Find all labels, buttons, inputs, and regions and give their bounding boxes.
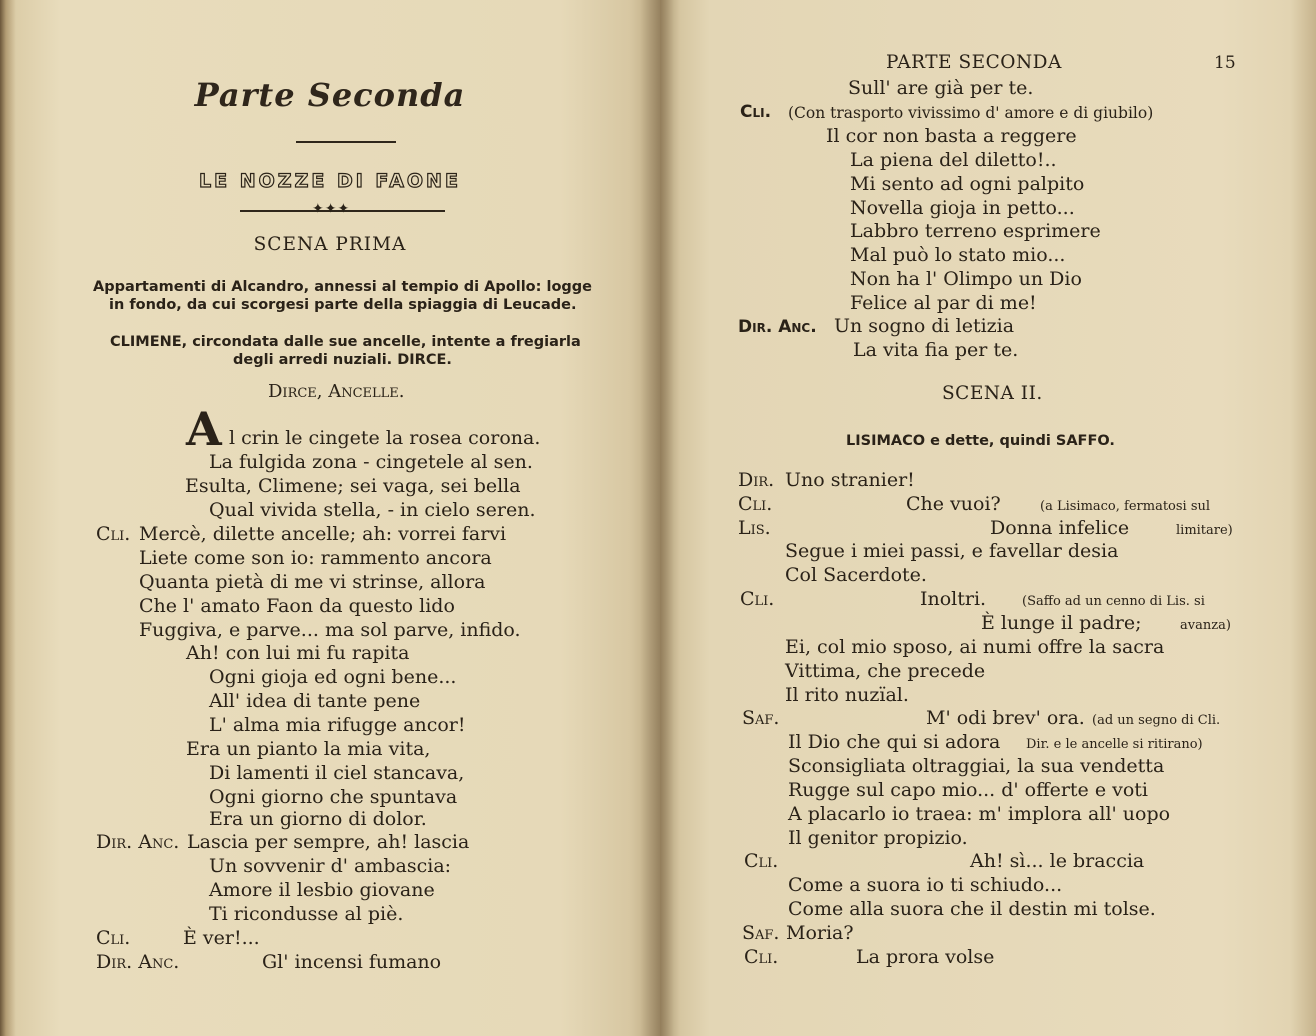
verse-line: A placarlo io traea: m' implora all' uopo <box>788 803 1171 825</box>
speaker-label: Dir. Anc. <box>96 831 180 853</box>
verse-line: Esulta, Climene; sei vaga, sei bella <box>185 475 521 497</box>
speaker-label: Dir. <box>738 469 775 491</box>
verse-line: Inoltri. <box>920 588 987 610</box>
verse-line: Che l' amato Faon da questo lido <box>139 595 455 617</box>
stage-direction: (Saffo ad un cenno di Lis. si <box>1022 594 1205 609</box>
verse-line: Sconsigliata oltraggiai, la sua vendetta <box>788 755 1165 777</box>
stage-direction-line: in fondo, da cui scorgesi parte della spiaggia di Leucade. <box>109 297 577 313</box>
verse-line: Il genitor propizio. <box>788 827 968 849</box>
speaker-label: Cli. <box>740 588 775 610</box>
verse-line: l crin le cingete la rosea corona. <box>229 427 541 449</box>
verse-line: La vita fia per te. <box>853 339 1019 361</box>
verse-line: È lunge il padre; <box>981 612 1142 634</box>
verse-line: Qual vivida stella, - in cielo seren. <box>209 499 536 521</box>
verse-line: Labbro terreno esprimere <box>850 220 1101 242</box>
speaker-label: Cli. <box>744 850 779 872</box>
verse-line: Era un giorno di dolor. <box>209 808 427 830</box>
verse-line: Ti ricondusse al piè. <box>209 903 404 925</box>
verse-line: Rugge sul capo mio... d' offerte e voti <box>788 779 1148 801</box>
speaker-label: Dir. Anc. <box>96 951 180 973</box>
verse-line: Un sovvenir d' ambascia: <box>209 855 452 877</box>
page-number: 15 <box>1214 53 1236 73</box>
verse-line: Uno stranier! <box>785 469 915 491</box>
part-title: Parte Seconda <box>194 76 466 114</box>
verse-line: Liete come son io: rammento ancora <box>139 547 492 569</box>
speaker-label: Cli. <box>740 102 772 122</box>
verse-line: La prora volse <box>856 946 995 968</box>
verse-line: Vittima, che precede <box>785 660 986 682</box>
speaker-label: Cli. <box>96 927 131 949</box>
verse-line: Felice al par di me! <box>850 292 1037 314</box>
verse-line: Il Dio che qui si adora <box>788 731 1001 753</box>
verse-line: Non ha l' Olimpo un Dio <box>850 268 1082 290</box>
verse-line: L' alma mia rifugge ancor! <box>209 714 466 736</box>
verse-line: Amore il lesbio giovane <box>209 879 435 901</box>
title-rule <box>296 141 396 143</box>
stage-direction: limitare) <box>1176 523 1233 538</box>
verse-line: Novella gioja in petto... <box>850 197 1075 219</box>
speaker-label: Lis. <box>738 517 771 539</box>
verse-line: Che vuoi? <box>906 493 1001 515</box>
speakers-heading: Dirce, Ancelle. <box>268 381 405 402</box>
verse-line: Il cor non basta a reggere <box>826 125 1077 147</box>
verse-line: La fulgida zona - cingetele al sen. <box>209 451 533 473</box>
verse-line: Ogni giorno che spuntava <box>209 786 458 808</box>
stage-direction: (a Lisimaco, fermatosi sul <box>1040 499 1211 514</box>
verse-line: Donna infelice <box>990 517 1130 539</box>
right-page <box>660 0 1316 1036</box>
stage-direction: Dir. e le ancelle si ritirano) <box>1026 737 1203 752</box>
verse-line: Quanta pietà di me vi strinse, allora <box>139 571 486 593</box>
verse-line: Gl' incensi fumano <box>262 951 442 973</box>
verse-line: Ah! sì... le braccia <box>970 850 1145 872</box>
cast-line: LISIMACO e dette, quindi SAFFO. <box>846 433 1115 449</box>
ornament-icon: ✦✦✦ <box>312 201 351 217</box>
verse-line: Il rito nuzïal. <box>785 684 909 706</box>
stage-direction: (ad un segno di Cli. <box>1092 713 1221 728</box>
stage-direction-line: Appartamenti di Alcandro, annessi al tempio di Apollo: logge <box>93 279 593 295</box>
speaker-label: Dir. Anc. <box>738 317 817 337</box>
speaker-label: Cli. <box>738 493 773 515</box>
verse-line: Come alla suora che il destin mi tolse. <box>788 898 1156 920</box>
speaker-label: Saf. <box>742 707 780 729</box>
drop-cap: A <box>186 402 222 456</box>
speaker-label: Saf. <box>742 922 780 944</box>
stage-direction: avanza) <box>1180 618 1231 633</box>
verse-line: Ogni gioja ed ogni bene... <box>209 666 457 688</box>
verse-line: Mal può lo stato mio... <box>850 244 1066 266</box>
verse-line: Segue i miei passi, e favellar desia <box>785 540 1119 562</box>
verse-line: Di lamenti il ciel stancava, <box>209 762 465 784</box>
scene-title: SCENA PRIMA <box>253 234 407 255</box>
stage-direction: (Con trasporto vivissimo d' amore e di giubilo) <box>788 104 1154 122</box>
verse-line: M' odi brev' ora. <box>926 707 1085 729</box>
verse-line: Mi sento ad ogni palpito <box>850 173 1085 195</box>
verse-line: Ei, col mio sposo, ai numi offre la sacra <box>785 636 1165 658</box>
verse-line: Ah! con lui mi fu rapita <box>186 642 410 664</box>
verse-line: Lascia per sempre, ah! lascia <box>187 831 470 853</box>
verse-line: La piena del diletto!.. <box>850 149 1057 171</box>
running-head: PARTE SECONDA <box>886 52 1062 73</box>
play-subtitle: LE NOZZE DI FAONE <box>199 170 461 192</box>
verse-line: Moria? <box>786 922 854 944</box>
verse-line: Mercè, dilette ancelle; ah: vorrei farvi <box>139 523 507 545</box>
speaker-label: Cli. <box>744 946 779 968</box>
verse-line: Fuggiva, e parve... ma sol parve, infido. <box>139 619 521 641</box>
verse-line: All' idea di tante pene <box>209 690 421 712</box>
verse-line: Come a suora io ti schiudo... <box>788 874 1063 896</box>
verse-line: Un sogno di letizia <box>834 315 1015 337</box>
speaker-label: Cli. <box>96 523 131 545</box>
cast-line: CLIMENE, circondata dalle sue ancelle, intente a fregiarla <box>110 334 581 350</box>
verse-line: Sull' are già per te. <box>848 77 1034 99</box>
scene-title: SCENA II. <box>942 383 1043 404</box>
verse-line: Col Sacerdote. <box>785 564 927 586</box>
verse-line: Era un pianto la mia vita, <box>186 738 431 760</box>
verse-line: È ver!... <box>183 927 260 949</box>
cast-line: degli arredi nuziali. DIRCE. <box>233 352 452 368</box>
